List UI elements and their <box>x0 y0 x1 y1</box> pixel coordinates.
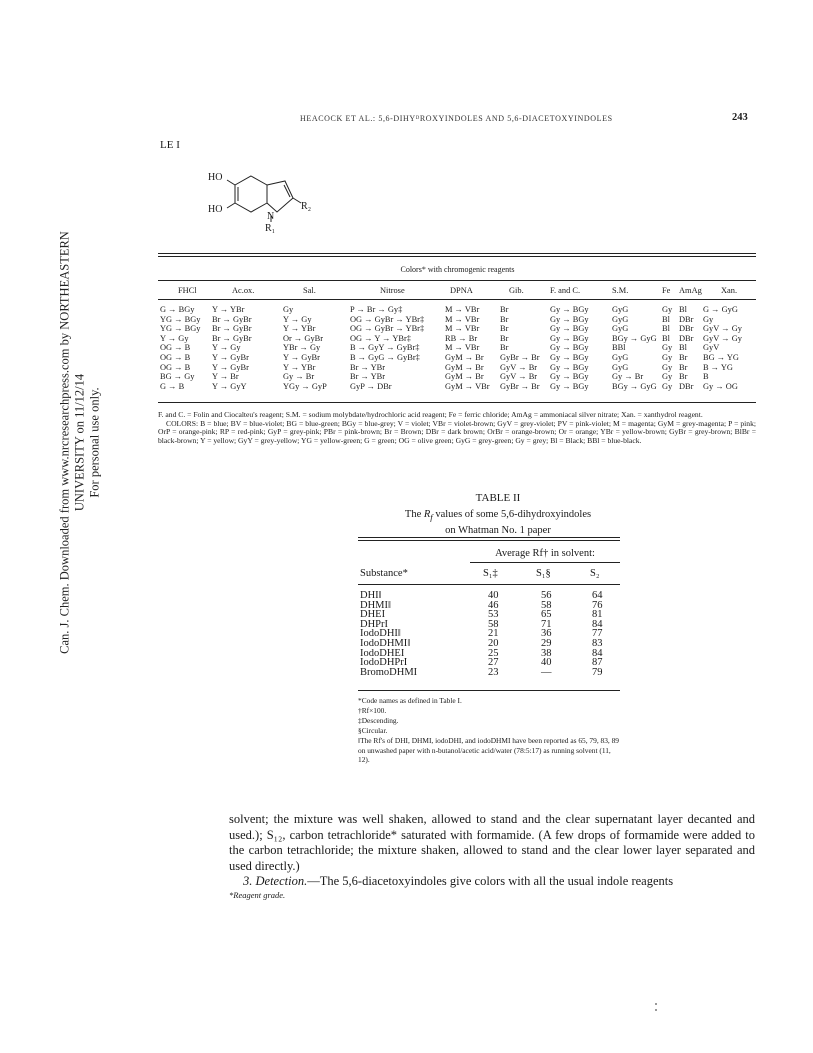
table1-cell: Gy → OG <box>703 381 738 391</box>
table2-notes <box>358 696 622 765</box>
table1-note-abbrev: F. and C. = Folin and Ciocalteu's reagent; S.M. = sodium molybdate/hydrochloric acid reagent; Fe = ferric chloride; AmAg = ammoniacal silver nitrate; Xan. = xanthydrol reagent. <box>158 410 703 419</box>
table1-cell: GyV → Gy <box>703 333 742 343</box>
scan-speck <box>655 1009 657 1011</box>
table2-cell: 58 <box>488 618 499 630</box>
table1-cell: B → YG <box>703 362 733 372</box>
table1-cell: GyV → Br <box>500 362 538 372</box>
table2-cell: 36 <box>541 628 552 640</box>
table1-cell: Y → Gy <box>160 333 189 343</box>
scan-speck <box>655 1003 657 1005</box>
table1-row <box>160 372 755 382</box>
table2-cell: 76 <box>592 599 603 611</box>
table2-title: TABLE II <box>475 492 521 504</box>
table1-cell: Gy → BGy <box>550 343 589 353</box>
table1-cell: GyV <box>703 343 720 353</box>
page-number: 243 <box>732 112 748 123</box>
table1-row <box>160 353 755 363</box>
table2-cell: 83 <box>592 637 603 649</box>
table2-cell: DHMI‖ <box>360 599 391 611</box>
table1-cell: GyM → VBr <box>445 381 490 391</box>
table1-row <box>160 334 755 344</box>
table1-top-rule-2 <box>158 256 756 257</box>
col-header: Ac.ox. <box>232 286 255 295</box>
table1-cell: Br <box>500 305 509 314</box>
table1-cell: Br → GyBr <box>212 324 252 334</box>
table1-cell: GyBr → Br <box>500 381 540 391</box>
pyrrole-double-bond <box>284 185 290 197</box>
table1-cell: GyM → Br <box>445 352 484 362</box>
table2-cell: 46 <box>488 599 499 611</box>
table2-cell: BromoDHMI <box>360 666 418 678</box>
table1-caption: LE I <box>160 139 180 151</box>
table2-cell: 64 <box>592 590 603 601</box>
table2-cell: DHPrI <box>360 618 388 630</box>
table2-cell: 21 <box>488 628 499 640</box>
table2-cell: 84 <box>592 647 603 659</box>
table1-cell: Br <box>500 314 509 324</box>
body-text <box>229 812 755 890</box>
table1-cell: Br → GyBr <box>212 333 252 343</box>
table1-cell: GyG <box>612 314 629 324</box>
table2-cell: 58 <box>541 599 552 611</box>
table1-cell: Gy → BGy <box>550 324 589 334</box>
table1-cell: G → B <box>160 381 185 391</box>
table1-heading: Colors* with chromogenic reagents <box>400 265 515 274</box>
section-text: —The 5,6-diacetoxyindoles give colors with all the usual indole reagents <box>307 874 674 888</box>
subtitle-post: values of some 5,6-dihydroxyindoles <box>432 509 592 520</box>
col-header: FHCl <box>178 286 197 295</box>
table1-column-headers <box>160 286 755 298</box>
table1-cell: Gy <box>703 314 714 324</box>
table1-cell: Gy <box>662 362 673 372</box>
table2-cell: 81 <box>592 609 603 621</box>
table1-cell: Bl <box>679 305 687 314</box>
table1-cell: G → GyG <box>703 305 738 314</box>
table2-cell: 40 <box>541 657 552 669</box>
table2-col-header: S₂ <box>590 568 600 579</box>
table1-cell: GyG <box>612 324 629 334</box>
table2-cell: 84 <box>592 618 603 630</box>
table1-cell: Br → GyBr <box>212 314 252 324</box>
body-paragraph-2 <box>229 874 755 890</box>
table1-cell: Y → Br <box>212 372 239 382</box>
section-heading: Detection. <box>255 874 308 888</box>
r2-label: R₂ <box>301 201 312 212</box>
table1-cell: Y → YBr <box>283 362 316 372</box>
table1-cell: BGy → GyG <box>612 381 657 391</box>
table1-cell: RB → Br <box>445 333 478 343</box>
table1-cell: OG → Y → YBr‡ <box>350 333 411 343</box>
table1-cell: G → BGy <box>160 305 195 314</box>
table2-cell: 65 <box>541 609 552 621</box>
table2-cell: 25 <box>488 647 499 659</box>
section-number: 3. <box>243 874 256 888</box>
table2-group-header: Average Rf† in solvent: <box>495 548 595 559</box>
table1-cell: GyG <box>612 352 629 362</box>
table1-cell: Br <box>500 343 509 353</box>
table1-cell: P → Br → Gy‡ <box>350 305 403 314</box>
r2-bond <box>293 198 301 203</box>
download-stamp <box>58 213 103 673</box>
table1-cell: Br <box>679 352 688 362</box>
table1-cell: Gy → BGy <box>550 352 589 362</box>
table2-cell: 38 <box>541 647 552 659</box>
table2-cell: 40 <box>488 590 499 601</box>
table2-cell: 23 <box>488 666 499 678</box>
table2-cell: 20 <box>488 637 499 649</box>
table1-cell: M → VBr <box>445 314 480 324</box>
footnote: *Reagent grade. <box>229 890 286 900</box>
table1-cell: GyG <box>612 362 629 372</box>
table1-cell: OG → B <box>160 343 191 353</box>
table2-cell: 29 <box>541 637 552 649</box>
table1-cell: Gy → BGy <box>550 372 589 382</box>
table1-cell: Br <box>679 362 688 372</box>
table2-note: *Code names as defined in Table I. <box>358 696 462 705</box>
col-header: Xan. <box>721 286 738 295</box>
table2-cell: 53 <box>488 609 499 621</box>
table1-cell: BBl <box>612 343 626 353</box>
table2-cell: IodoDHI‖ <box>360 628 401 640</box>
table1-cell: DBr <box>679 333 694 343</box>
ho-label-bottom: HO <box>208 204 223 215</box>
col-header: Fe <box>662 286 671 295</box>
table1-cell: OG → B <box>160 352 191 362</box>
table1-cell: Br → YBr <box>350 372 386 382</box>
table2-head-rule <box>358 584 620 585</box>
table1-cell: Gy <box>662 352 673 362</box>
table2-column-headers <box>358 569 620 581</box>
table1-cell: Gy → BGy <box>550 333 589 343</box>
table1-cell: Bl <box>662 314 670 324</box>
benzene-ring <box>235 176 267 212</box>
subtitle-rf-sub: f <box>430 512 433 523</box>
table1-cell: Gy <box>283 305 294 314</box>
ho-label-top: HO <box>208 172 223 183</box>
table1-cell: Y → YBr <box>283 324 316 334</box>
table2-cell: — <box>541 666 552 678</box>
table2-note: †Rf×100. <box>358 706 387 715</box>
table2-subtitle-line1 <box>350 508 646 524</box>
table2-note: ‡Descending. <box>358 716 399 725</box>
table1-cell: BGy → GyG <box>612 333 657 343</box>
table2-cell: IodoDHPrI <box>360 657 408 669</box>
indole-structure-diagram <box>205 168 315 238</box>
table2-col-header: Substance* <box>360 568 408 579</box>
table2-cell: IodoDHEI <box>360 647 405 659</box>
table1-cell: YBr → Gy <box>283 343 321 353</box>
table1-cell: Bl <box>679 343 687 353</box>
table1-cell: Y → YBr <box>212 305 245 314</box>
table1-cell: Y → GyBr <box>212 362 249 372</box>
table2-subtitle-line2: on Whatman No. 1 paper <box>445 525 551 537</box>
table1-cell: Br → YBr <box>350 362 386 372</box>
table2-top-rule-2 <box>358 540 620 541</box>
table2-body <box>358 591 620 677</box>
table1-cell: Or → GyBr <box>283 333 324 343</box>
n-label: N <box>267 211 275 222</box>
oh-bond-top <box>227 180 235 185</box>
table2-cell: 56 <box>541 590 552 601</box>
table1-cell: Gy → Br <box>283 372 315 382</box>
col-header: Gib. <box>509 286 524 295</box>
table1-cell: DBr <box>679 381 694 391</box>
download-stamp-line1: Can. J. Chem. Downloaded from www.nrcresearchpress.com by NORTHEASTERN UNIVERSITY on 11/12/14 <box>57 231 87 654</box>
table1-cell: YGy → GyP <box>283 381 327 391</box>
col-header: DPNA <box>450 286 473 295</box>
table1-row <box>160 324 755 334</box>
table1-cell: M → VBr <box>445 305 480 314</box>
table1-cell: B → GyG → GyBr‡ <box>350 352 420 362</box>
col-header: Nitrose <box>380 286 405 295</box>
table2-cell: 71 <box>541 618 552 630</box>
table1-cell: OG → GyBr → YBr‡ <box>350 314 425 324</box>
table1-row <box>160 305 755 315</box>
download-stamp-line2: For personal use only. <box>87 387 102 498</box>
table1-cell: M → VBr <box>445 324 480 334</box>
table1-cell: YG → BGy <box>160 314 201 324</box>
body-paragraph-1: solvent; the mixture was well shaken, allowed to stand and the clear supernatant layer decanted and used.); S₁₂, carbon tetrachloride* saturated with formamide. (A few drops of formamide were added to the carbon tetrachloride; the mixture shaken, allowed to stand and the clear lower layer separated and used directly.) <box>229 812 755 873</box>
table1-cell: Bl <box>662 333 670 343</box>
col-header: F. and C. <box>550 286 581 295</box>
table1-row <box>160 343 755 353</box>
table1-cell: GyV → Gy <box>703 324 742 334</box>
col-header: AmAg <box>679 286 702 295</box>
table1-cell: Gy <box>662 381 673 391</box>
r1-label: R₁ <box>265 223 276 234</box>
table2-note: ‖The Rf's of DHI, DHMI, iodoDHI, and iodoDHMI have been reported as 65, 79, 83, 89 on unwashed paper with n-butanol/acetic acid/water (78:5:17) as running solvent (11, 12). <box>358 736 619 764</box>
table2-note: §Circular. <box>358 726 388 735</box>
table1-cell: Y → GyBr <box>212 352 249 362</box>
table2-cell: 87 <box>592 657 603 669</box>
running-head: HEACOCK ET AL.: 5,6-DIHYᴰROXYINDOLES AND 5,6-DIACETOXYINDOLES <box>300 114 613 123</box>
table2-top-rule <box>358 537 620 538</box>
table1-cell: BG → YG <box>703 352 739 362</box>
oh-bond-bottom <box>227 203 235 208</box>
table1-cell: DBr <box>679 324 694 334</box>
table1-cell: YG → BGy <box>160 324 201 334</box>
table1-cell: GyP → DBr <box>350 381 392 391</box>
table2-subtitle <box>350 508 646 537</box>
table1-cell: Br <box>500 324 509 334</box>
table2-cell: 77 <box>592 628 603 640</box>
table2-cell: DHEI <box>360 609 386 621</box>
table1-row <box>160 363 755 373</box>
table1-head-rule <box>158 280 756 281</box>
table1-cell: GyG <box>612 305 629 314</box>
table1-cell: GyM → Br <box>445 362 484 372</box>
pyrrole-ring <box>267 181 293 212</box>
table1-note-colors: COLORS: B = blue; BV = blue-violet; BG = blue-green; BGy = blue-grey; V = violet; VBr = violet-brown; GyV = grey-violet; PV = pink-violet; M = magenta; GyM = grey-magenta; P = pink; OrP = orange-pink; RP = red-pink; GyP = grey-pink; PBr = pink-brown; Br = Brown; DBr = dark brown; OrBr = orange-brown; Or = orange; YBr = yellow-brown; GyBr = grey-brown; BlBr = black-brown; Y = yellow; GyY = grey-yellow; YG = yellow-green; G = green; OG = olive green; GyG = grey-green; Gy = grey; Bl = Black; BBl = blue-black. <box>158 418 756 445</box>
table1-cell: DBr <box>679 314 694 324</box>
table1-col-rule <box>158 299 756 300</box>
table1-cell: Gy <box>662 343 673 353</box>
table1-cell: Gy → Br <box>612 372 644 382</box>
table1-cell: GyM → Br <box>445 372 484 382</box>
table2-row <box>358 668 620 678</box>
table1-cell: BG → Gy <box>160 372 195 382</box>
table1-cell: Gy → BGy <box>550 314 589 324</box>
table1-row <box>160 315 755 325</box>
subtitle-rf: R <box>423 509 431 520</box>
table1-cell: GyBr → Br <box>500 352 540 362</box>
table1-cell: OG → GyBr → YBr‡ <box>350 324 425 334</box>
table1-row <box>160 382 755 392</box>
table1-top-rule <box>158 253 756 254</box>
table2-col-header: S₁§ <box>536 568 551 579</box>
table1-bottom-rule <box>158 402 756 403</box>
col-header: Sal. <box>303 286 316 295</box>
table1-cell: Y → Gy <box>212 343 241 353</box>
table1-cell: GyV → Br <box>500 372 538 382</box>
table2-cell: 27 <box>488 657 499 669</box>
table1-cell: Bl <box>662 324 670 334</box>
table1-cell: Gy <box>662 372 673 382</box>
table1-cell: Gy → BGy <box>550 362 589 372</box>
table1-cell: Y → GyBr <box>283 352 320 362</box>
table1-cell: Gy <box>662 305 673 314</box>
table1-cell: Gy → BGy <box>550 381 589 391</box>
table1-cell: Y → GyY <box>212 381 247 391</box>
col-header: S.M. <box>612 286 629 295</box>
table2-col-header: S₁‡ <box>483 568 498 579</box>
table2-group-rule <box>470 562 620 563</box>
table2-cell: 79 <box>592 666 603 678</box>
table2-bottom-rule <box>358 690 620 691</box>
table2-cell: IodoDHMI‖ <box>360 637 411 649</box>
table1-cell: Br <box>679 372 688 382</box>
subtitle-pre: The <box>404 509 424 520</box>
table1-cell: Y → Gy <box>283 314 312 324</box>
table1-cell: B → GyY → GyBr‡ <box>350 343 420 353</box>
table1-cell: OG → B <box>160 362 191 372</box>
table1-cell: Br <box>500 333 509 343</box>
table1-body <box>160 305 755 391</box>
table1-cell: M → VBr <box>445 343 480 353</box>
table2-cell: DHI‖ <box>360 590 382 601</box>
table1-notes <box>158 411 756 445</box>
table1-cell: Gy → BGy <box>550 305 589 314</box>
table1-cell: B <box>703 372 709 382</box>
